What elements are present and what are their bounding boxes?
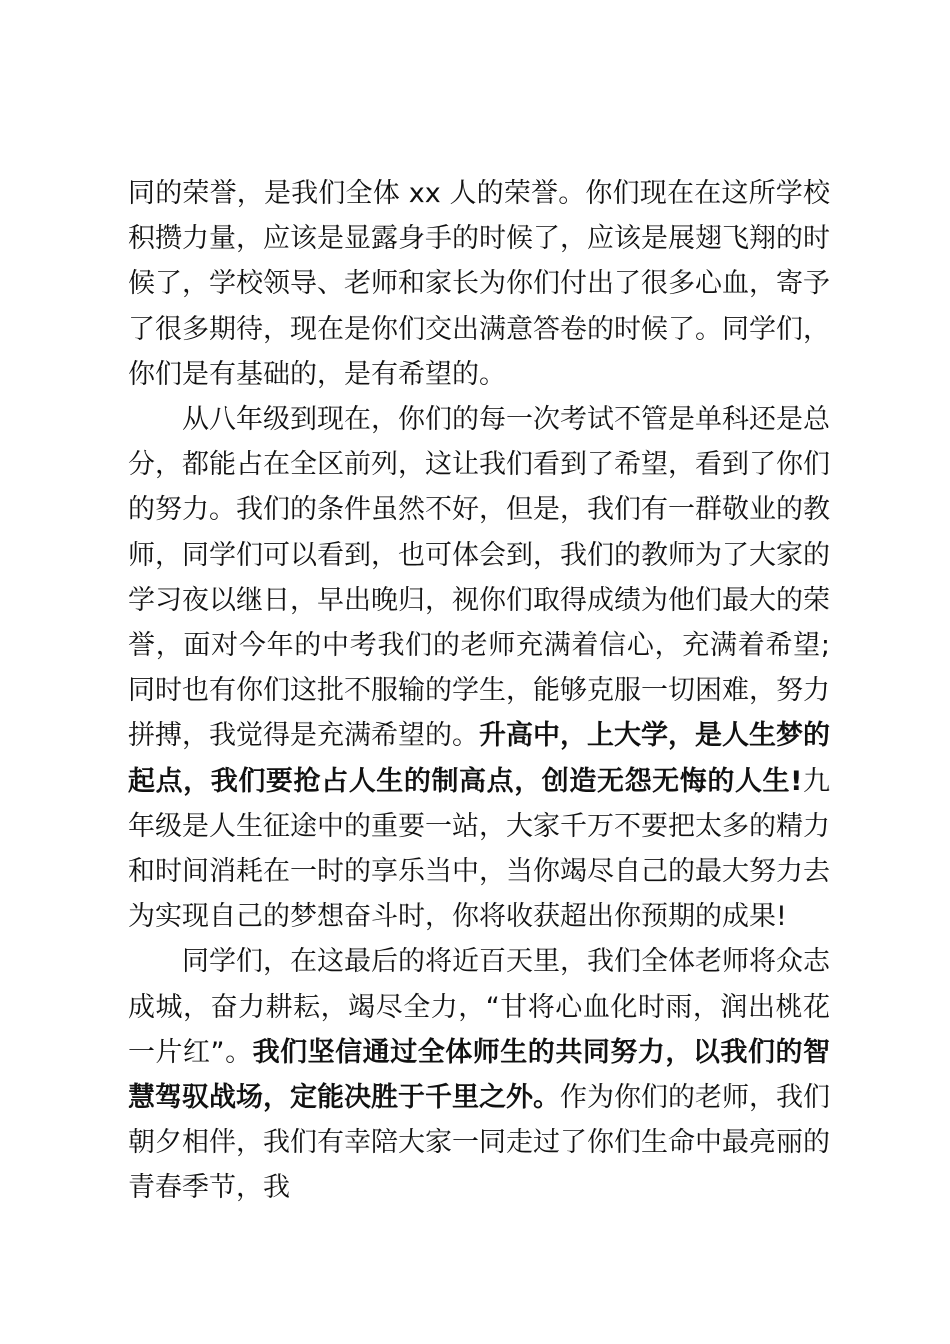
bold-text-segment: 我们坚信通过全体师生的共同努力，以我们的智慧驾驭战场，定能决胜于千里之外。 — [128, 1036, 830, 1114]
paragraph — [128, 939, 830, 1210]
body-text — [128, 171, 830, 1211]
text-segment: 从八年级到现在，你们的每一次考试不管是单科还是总分，都能占在全区前列，这让我们看到了希望，看到了你们的努力。我们的条件虽然不好，但是，我们有一群敬业的教师，同学们可以看到，也可体会到，我们的教师为了大家的学习夜以继日，早出晚归，视你们取得成绩为他们最大的荣誉，面对今年的中考我们的老师充满着信心，充满着希望;同时也有你们这批不服输的学生，能够克服一切困难，努力拼搏，我觉得是充满希望的。 — [128, 404, 830, 752]
text-segment: 同的荣誉，是我们全体 xx 人的荣誉。你们现在在这所学校积攒力量，应该是显露身手的时候了，应该是展翅飞翔的时候了，学校领导、老师和家长为你们付出了很多心血，寄予了很多期待，现在是你们交出满意答卷的时候了。同学们，你们是有基础的，是有希望的。 — [128, 178, 830, 390]
text-segment: 同学们，在这最后的将近百天里，我们全体老师将众志成城，奋力耕耘，竭尽全力，“甘将心血化时雨，润出桃花一片红”。 — [128, 946, 830, 1068]
bold-text-segment: 升高中，上大学，是人生梦的起点，我们要抢占人生的制高点，创造无怨无悔的人生! — [128, 720, 830, 797]
paragraph — [128, 171, 830, 397]
paragraph — [128, 397, 830, 939]
text-segment: 作为你们的老师，我们朝夕相伴，我们有幸陪大家一同走过了你们生命中最亮丽的青春季节，我 — [128, 1082, 830, 1204]
text-segment: 九年级是人生征途中的重要一站，大家千万不要把太多的精力和时间消耗在一时的享乐当中，当你竭尽自己的最大努力去为实现自己的梦想奋斗时，你将收获超出你预期的成果! — [128, 765, 831, 933]
